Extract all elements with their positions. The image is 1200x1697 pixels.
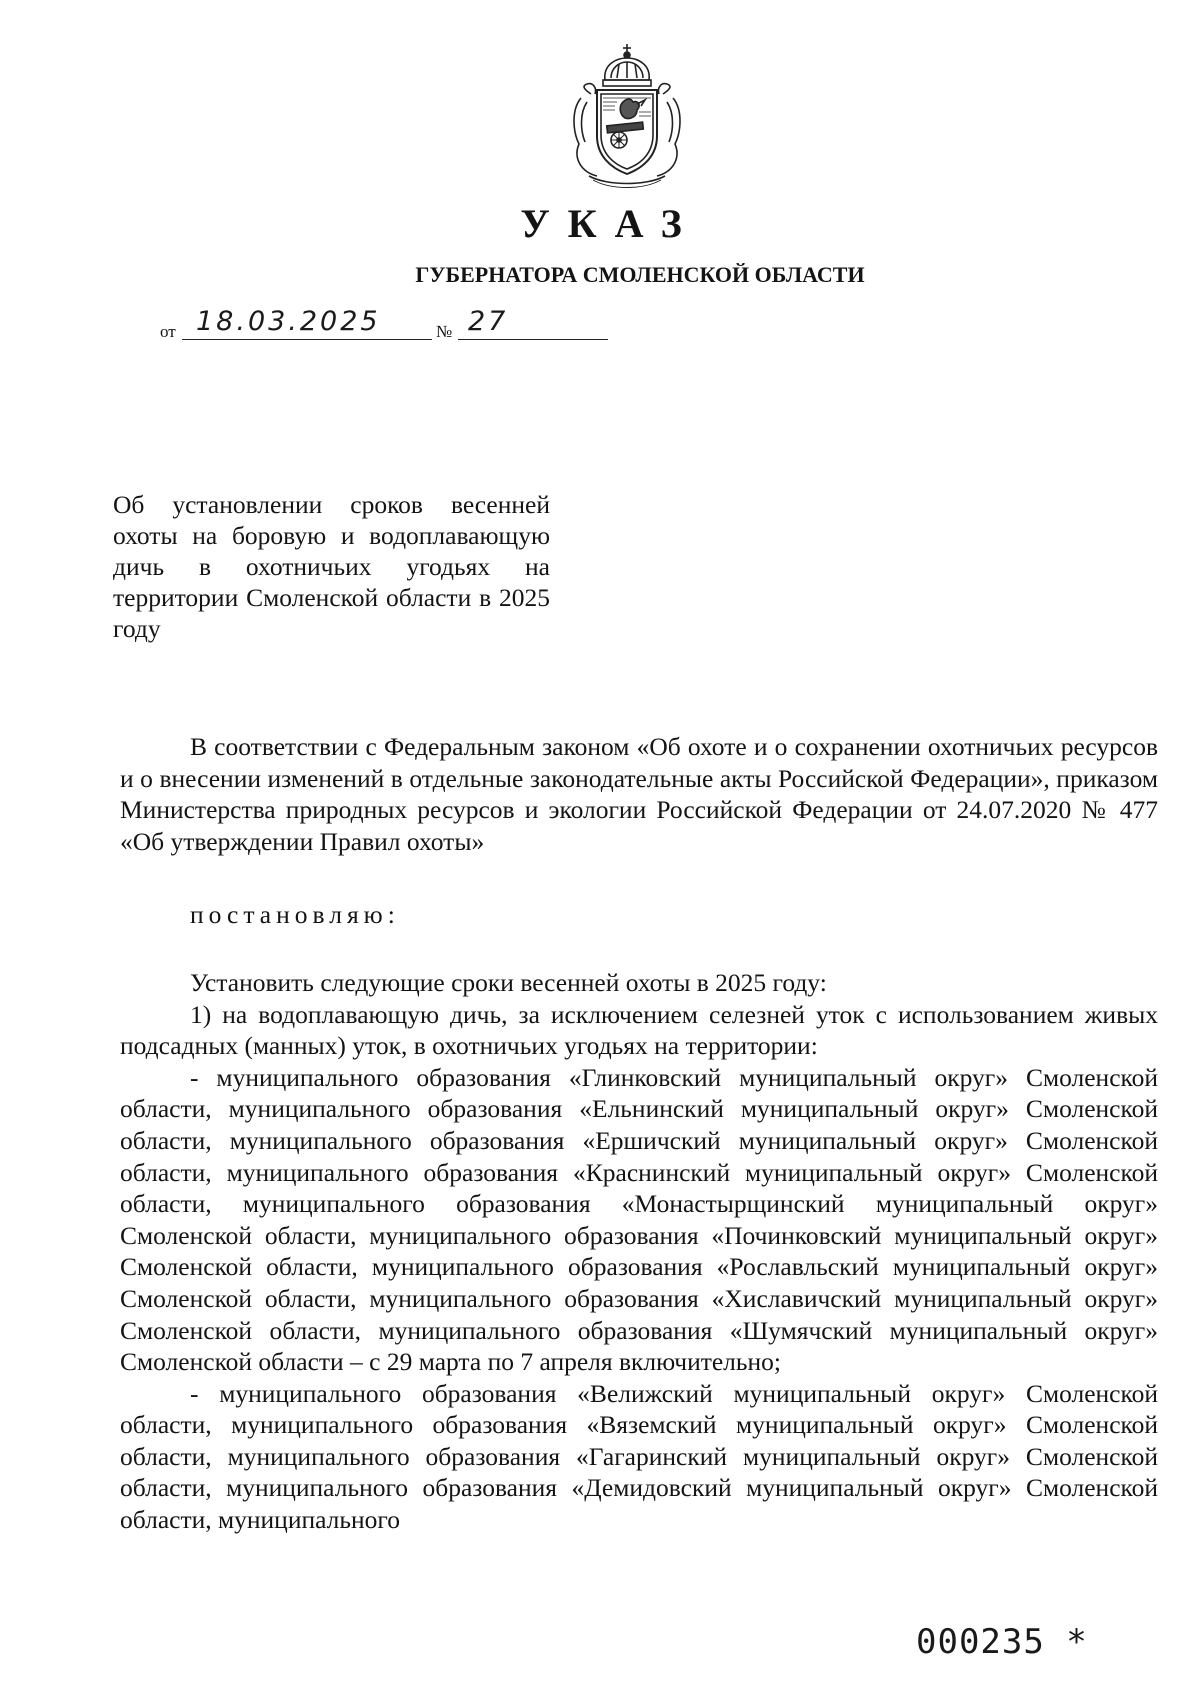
intro-paragraph: Установить следующие сроки весенней охоты в 2025 году: [190,967,827,997]
decree-heading: Об установлении сроков весенней охоты на боровую и водоплавающую дичь в охотничьих угодьях на территории Смоленской области в 2025 году [113,490,550,643]
date-field: 18.03.2025 [182,304,432,340]
decree-word: постановляю: [190,900,400,930]
document-title: УКАЗ [520,201,700,246]
decree-body [120,731,1158,1536]
smolensk-coat-of-arms-icon [567,40,687,190]
serial-number: 000235 * [916,1622,1088,1662]
item-1-paragraph: 1) на водоплавающую дичь, за исключением селезней уток с использованием живых подсадных (манных) уток, в охотничьих угодьях на территории: [120,999,1158,1061]
number-prefix-label: № [436,322,453,341]
number-field: 27 [458,304,608,340]
document-subtitle: ГУБЕРНАТОРА СМОЛЕНСКОЙ ОБЛАСТИ [415,262,865,287]
date-prefix-label: от [160,322,176,341]
bullet-2-paragraph: - муниципального образования «Велижский муниципальный округ» Смоленской области, муниципального образования «Вяземский муниципальный округ» Смоленской области, муниципального образования «Гагаринский муниципальный округ» Смоленской области, муниципального образования «Демидовский муниципальный округ» Смоленской области, муниципального [120,1378,1158,1535]
preamble-paragraph: В соответствии с Федеральным законом «Об охоте и о сохранении охотничьих ресурсов и о внесении изменений в отдельные законодательные акты Российской Федерации», приказом Министерства природных ресурсов и экологии Российской Федерации от 24.07.2020 № 477 «Об утверждении Правил охоты» [120,732,1158,856]
bullet-1-paragraph: - муниципального образования «Глинковский муниципальный округ» Смоленской области, муниципального образования «Ельнинский муниципальный округ» Смоленской области, муниципального образования «Ершичский муниципальный округ» Смоленской области, муниципального образования «Краснинский муниципальный округ» Смоленской области, муниципального образования «Монастырщинский муниципальный округ» Смоленской области, муниципального образования «Починковский муниципальный округ» Смоленской области, муниципального образования «Рославльский муниципальный округ» Смоленской области, муниципального образования «Хиславичский муниципальный округ» Смоленской области, муниципального образования «Шумячский муниципальный округ» Смоленской области – с 29 марта по 7 апреля включительно; [120,1062,1158,1377]
